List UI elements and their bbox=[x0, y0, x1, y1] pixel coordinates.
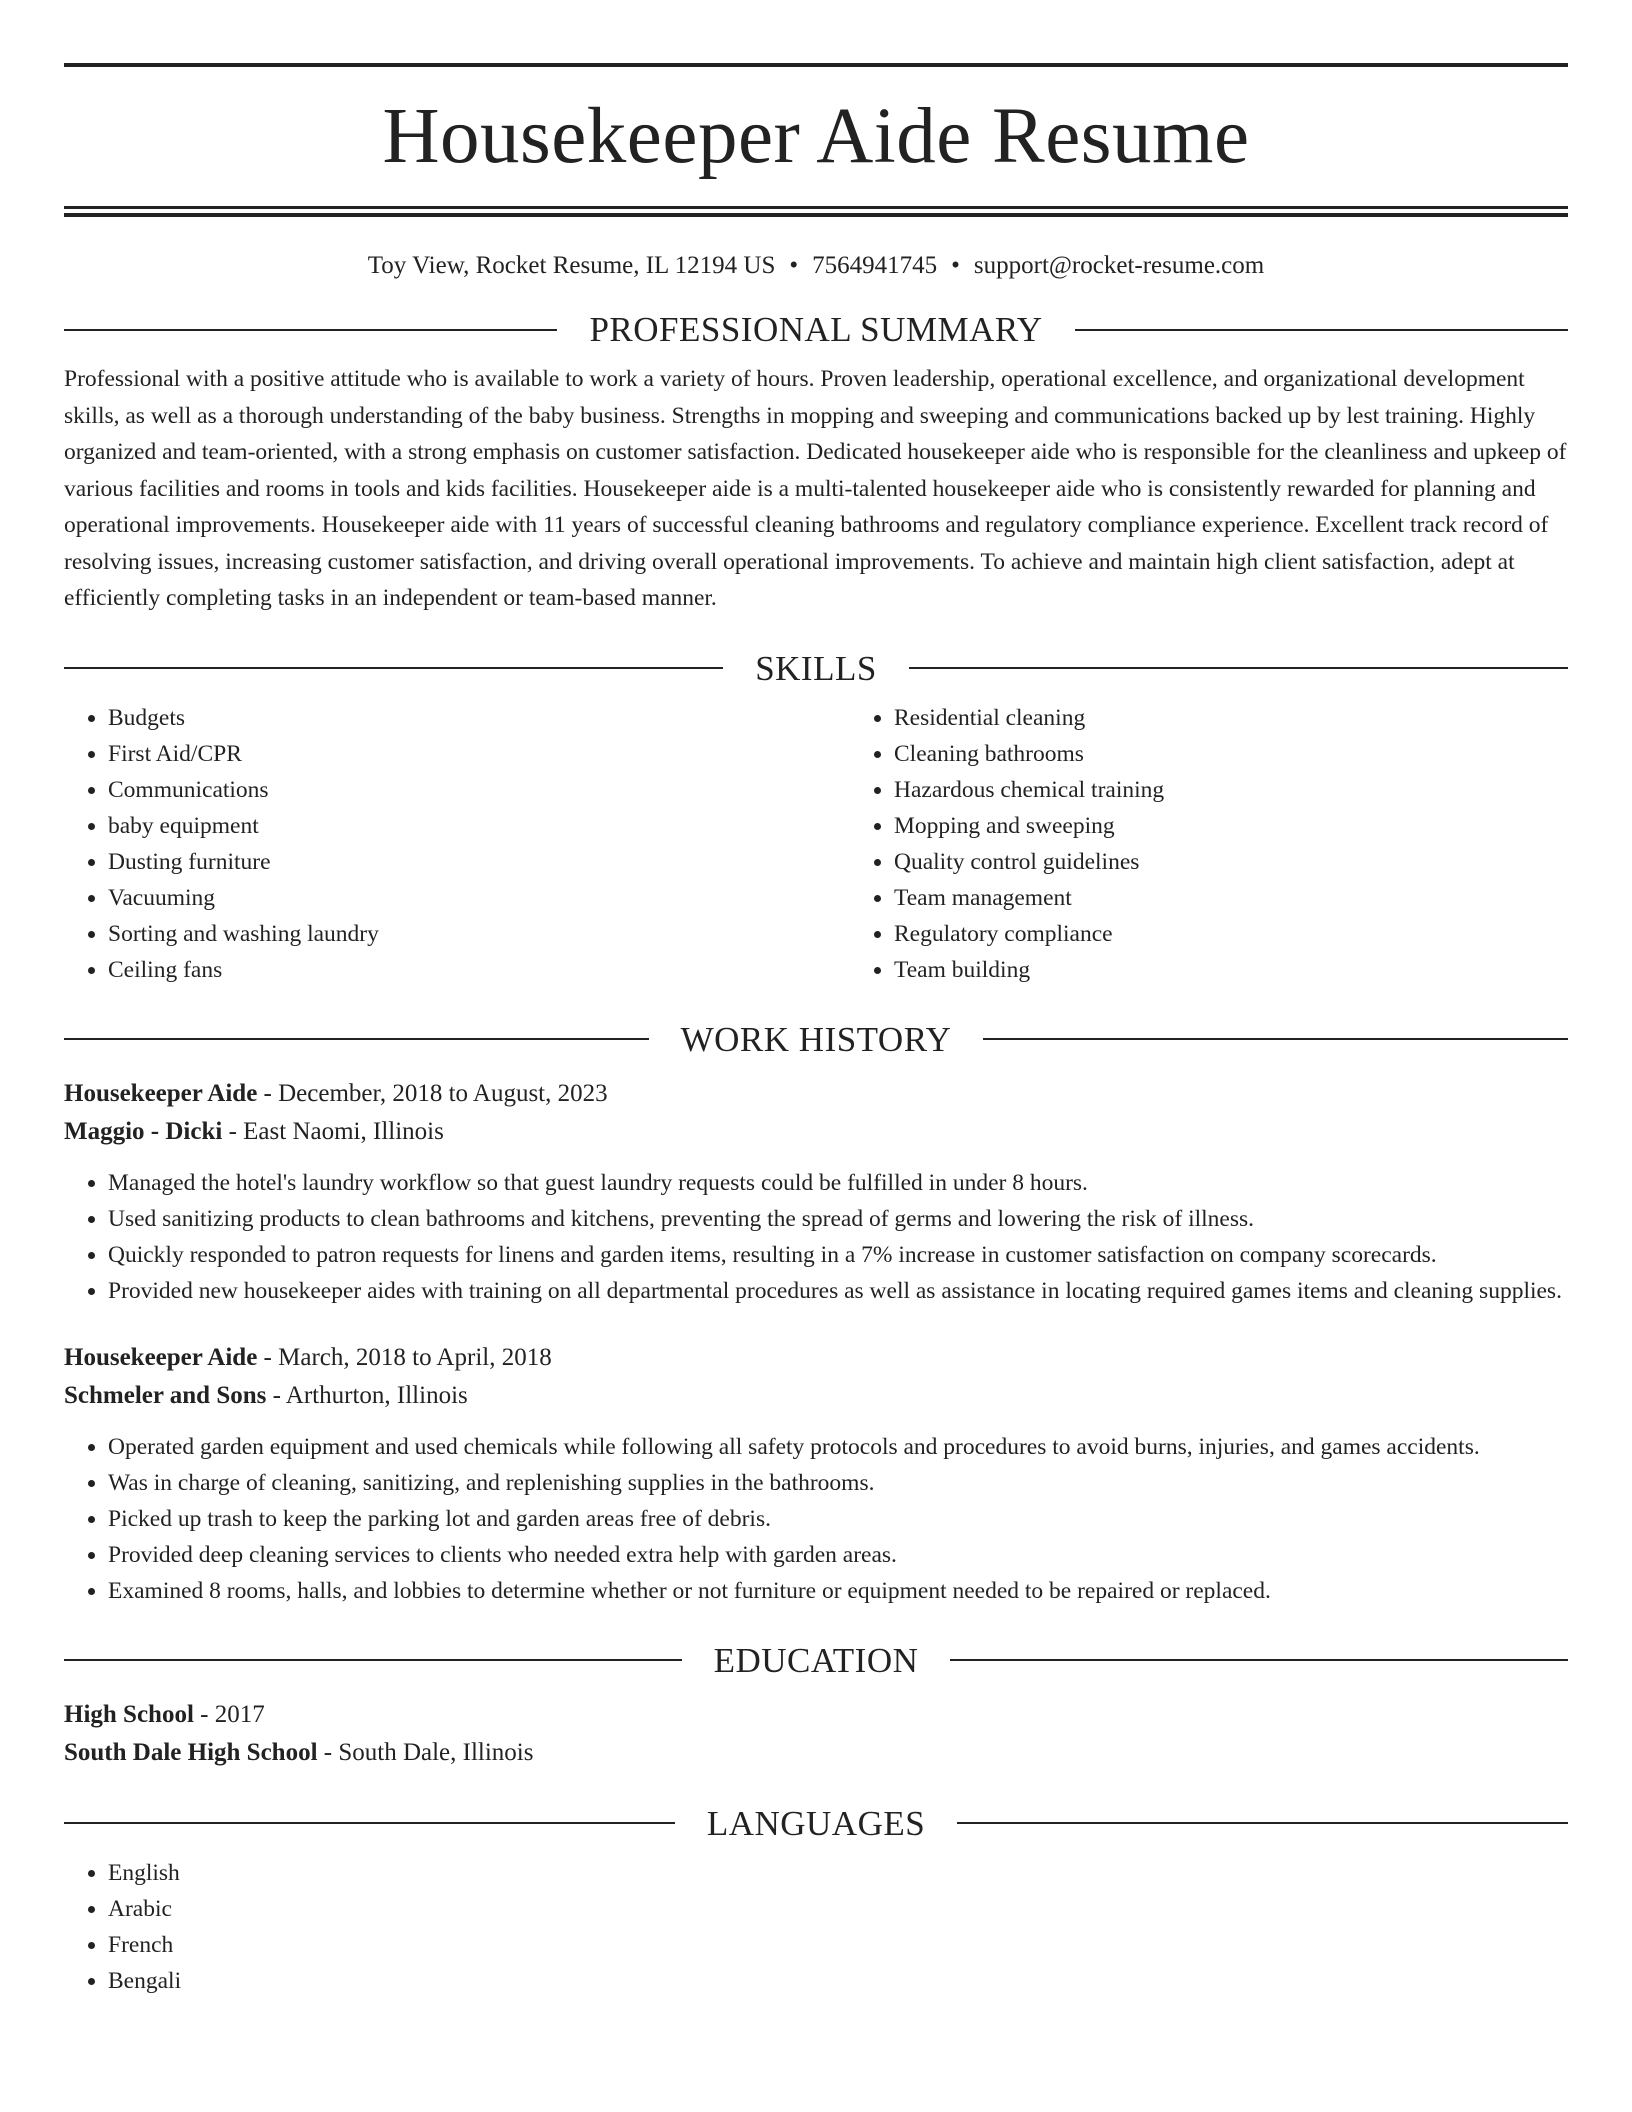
education-degree: High School bbox=[64, 1700, 194, 1728]
language-item: • Arabic bbox=[108, 1891, 1568, 1927]
job-location: - East Naomi, Illinois bbox=[222, 1117, 444, 1145]
job-duty: • Quickly responded to patron requests for linens and garden items, resulting in a 7% increase in customer satisfaction on company scorecards. bbox=[108, 1237, 1568, 1273]
contact-address: Toy View, Rocket Resume, IL 12194 US bbox=[367, 252, 776, 279]
skill-item: • Team management bbox=[894, 880, 1632, 916]
title-double-rule bbox=[64, 206, 1568, 217]
work-heading bbox=[64, 1019, 1568, 1059]
contact-phone: 7564941745 bbox=[812, 252, 938, 279]
skill-item: • Mopping and sweeping bbox=[894, 808, 1632, 844]
languages-heading bbox=[64, 1803, 1568, 1843]
education-degree-line bbox=[64, 1696, 1568, 1734]
heading-rule-left bbox=[64, 1822, 675, 1824]
heading-rule-right bbox=[1075, 329, 1568, 331]
job-duty: • Was in charge of cleaning, sanitizing, and replenishing supplies in the bathrooms. bbox=[108, 1465, 1568, 1501]
job-company-line bbox=[64, 1113, 1568, 1151]
top-rule bbox=[64, 63, 1568, 67]
education-school: South Dale High School bbox=[64, 1738, 318, 1766]
skill-item: • Team building bbox=[894, 952, 1632, 988]
heading-rule-left bbox=[64, 329, 557, 331]
job-duty: • Provided new housekeeper aides with training on all departmental procedures as well as assistance in locating required games items and cleaning supplies. bbox=[108, 1273, 1568, 1309]
contact-email: support@rocket-resume.com bbox=[973, 252, 1265, 279]
language-item: • Bengali bbox=[108, 1963, 1568, 1999]
job-duties bbox=[64, 1165, 1568, 1309]
skills-heading-label: SKILLS bbox=[755, 648, 877, 688]
job-duty: • Picked up trash to keep the parking lot and garden areas free of debris. bbox=[108, 1501, 1568, 1537]
skills-list-left bbox=[64, 700, 850, 988]
languages-list bbox=[64, 1855, 1568, 1999]
skill-item: • Residential cleaning bbox=[894, 700, 1632, 736]
summary-heading-label: PROFESSIONAL SUMMARY bbox=[589, 310, 1043, 349]
skill-item: • baby equipment bbox=[108, 808, 850, 844]
heading-rule-right bbox=[983, 1038, 1568, 1040]
summary-heading bbox=[64, 312, 1568, 347]
heading-rule-right bbox=[950, 1659, 1568, 1661]
skills-heading bbox=[64, 648, 1568, 688]
summary-text: Professional with a positive attitude who is available to work a variety of hours. Proven leadership, operational excellence, and organizational development skills, as well as a thorough understanding of the baby business. Strengths in mopping and sweeping and communications backed up by lest training. Highly organized and team-oriented, with a strong emphasis on customer satisfaction. Dedicated housekeeper aide who is responsible for the cleanliness and upkeep of various facilities and rooms in tools and kids facilities. Housekeeper aide is a multi-talented housekeeper aide who is consistently rewarded for planning and operational improvements. Housekeeper aide with 11 years of successful cleaning bathrooms and regulatory compliance experience. Excellent track record of resolving issues, increasing customer satisfaction, and driving overall operational improvements. To achieve and maintain high client satisfaction, adept at efficiently completing tasks in an independent or team-based manner. bbox=[64, 366, 1567, 611]
resume-page bbox=[64, 0, 1568, 1999]
job-company: Maggio - Dicki bbox=[64, 1117, 223, 1145]
job-entry bbox=[64, 1075, 1568, 1309]
heading-rule-right bbox=[909, 667, 1568, 669]
job-title-line bbox=[64, 1339, 1568, 1377]
skill-item: • Quality control guidelines bbox=[894, 844, 1632, 880]
job-duty: • Operated garden equipment and used chemicals while following all safety protocols and procedures to avoid burns, injuries, and games accidents. bbox=[108, 1429, 1568, 1465]
skill-item: • Hazardous chemical training bbox=[894, 772, 1632, 808]
education-heading bbox=[64, 1640, 1568, 1680]
job-location: - Arthurton, Illinois bbox=[266, 1381, 468, 1409]
heading-rule-right bbox=[957, 1822, 1568, 1824]
heading-rule-left bbox=[64, 1038, 649, 1040]
job-duties bbox=[64, 1429, 1568, 1609]
job-dates: - March, 2018 to April, 2018 bbox=[257, 1343, 552, 1371]
skill-item: • Vacuuming bbox=[108, 880, 850, 916]
job-company-line bbox=[64, 1377, 1568, 1415]
heading-rule-left bbox=[64, 1659, 682, 1661]
skills-columns bbox=[64, 700, 1568, 988]
job-title-line bbox=[64, 1075, 1568, 1113]
job-duty: • Used sanitizing products to clean bathrooms and kitchens, preventing the spread of germs and lowering the risk of illness. bbox=[108, 1201, 1568, 1237]
job-duty: • Managed the hotel's laundry workflow so that guest laundry requests could be fulfilled in under 8 hours. bbox=[108, 1165, 1568, 1201]
skills-list-right bbox=[850, 700, 1632, 988]
job-title: Housekeeper Aide bbox=[64, 1079, 258, 1107]
job-duty: • Examined 8 rooms, halls, and lobbies to determine whether or not furniture or equipment needed to be repaired or replaced. bbox=[108, 1573, 1568, 1609]
job-entry bbox=[64, 1339, 1568, 1609]
skill-item: • Dusting furniture bbox=[108, 844, 850, 880]
skill-item: • Ceiling fans bbox=[108, 952, 850, 988]
skill-item: • First Aid/CPR bbox=[108, 736, 850, 772]
skill-item: • Communications bbox=[108, 772, 850, 808]
education-year: - 2017 bbox=[193, 1700, 265, 1728]
work-heading-label: WORK HISTORY bbox=[680, 1019, 952, 1059]
education-school-line bbox=[64, 1734, 1568, 1772]
skill-item: • Regulatory compliance bbox=[894, 916, 1632, 952]
resume-title: Housekeeper Aide Resume bbox=[382, 93, 1250, 180]
contact-separator: • bbox=[789, 252, 799, 279]
education-heading-label: EDUCATION bbox=[713, 1640, 919, 1680]
job-company: Schmeler and Sons bbox=[64, 1381, 267, 1409]
education-entry bbox=[64, 1696, 1568, 1772]
languages-heading-label: LANGUAGES bbox=[706, 1803, 926, 1843]
contact-separator: • bbox=[951, 252, 960, 279]
job-duty: • Provided deep cleaning services to clients who needed extra help with garden areas. bbox=[108, 1537, 1568, 1573]
skill-item: • Cleaning bathrooms bbox=[894, 736, 1632, 772]
language-item: • French bbox=[108, 1927, 1568, 1963]
job-dates: - December, 2018 to August, 2023 bbox=[257, 1079, 608, 1107]
heading-rule-left bbox=[64, 667, 723, 669]
job-title: Housekeeper Aide bbox=[64, 1343, 258, 1371]
skill-item: • Sorting and washing laundry bbox=[108, 916, 850, 952]
language-item: • English bbox=[108, 1855, 1568, 1891]
contact-line bbox=[64, 253, 1568, 278]
skill-item: • Budgets bbox=[108, 700, 850, 736]
education-location: - South Dale, Illinois bbox=[317, 1738, 534, 1766]
